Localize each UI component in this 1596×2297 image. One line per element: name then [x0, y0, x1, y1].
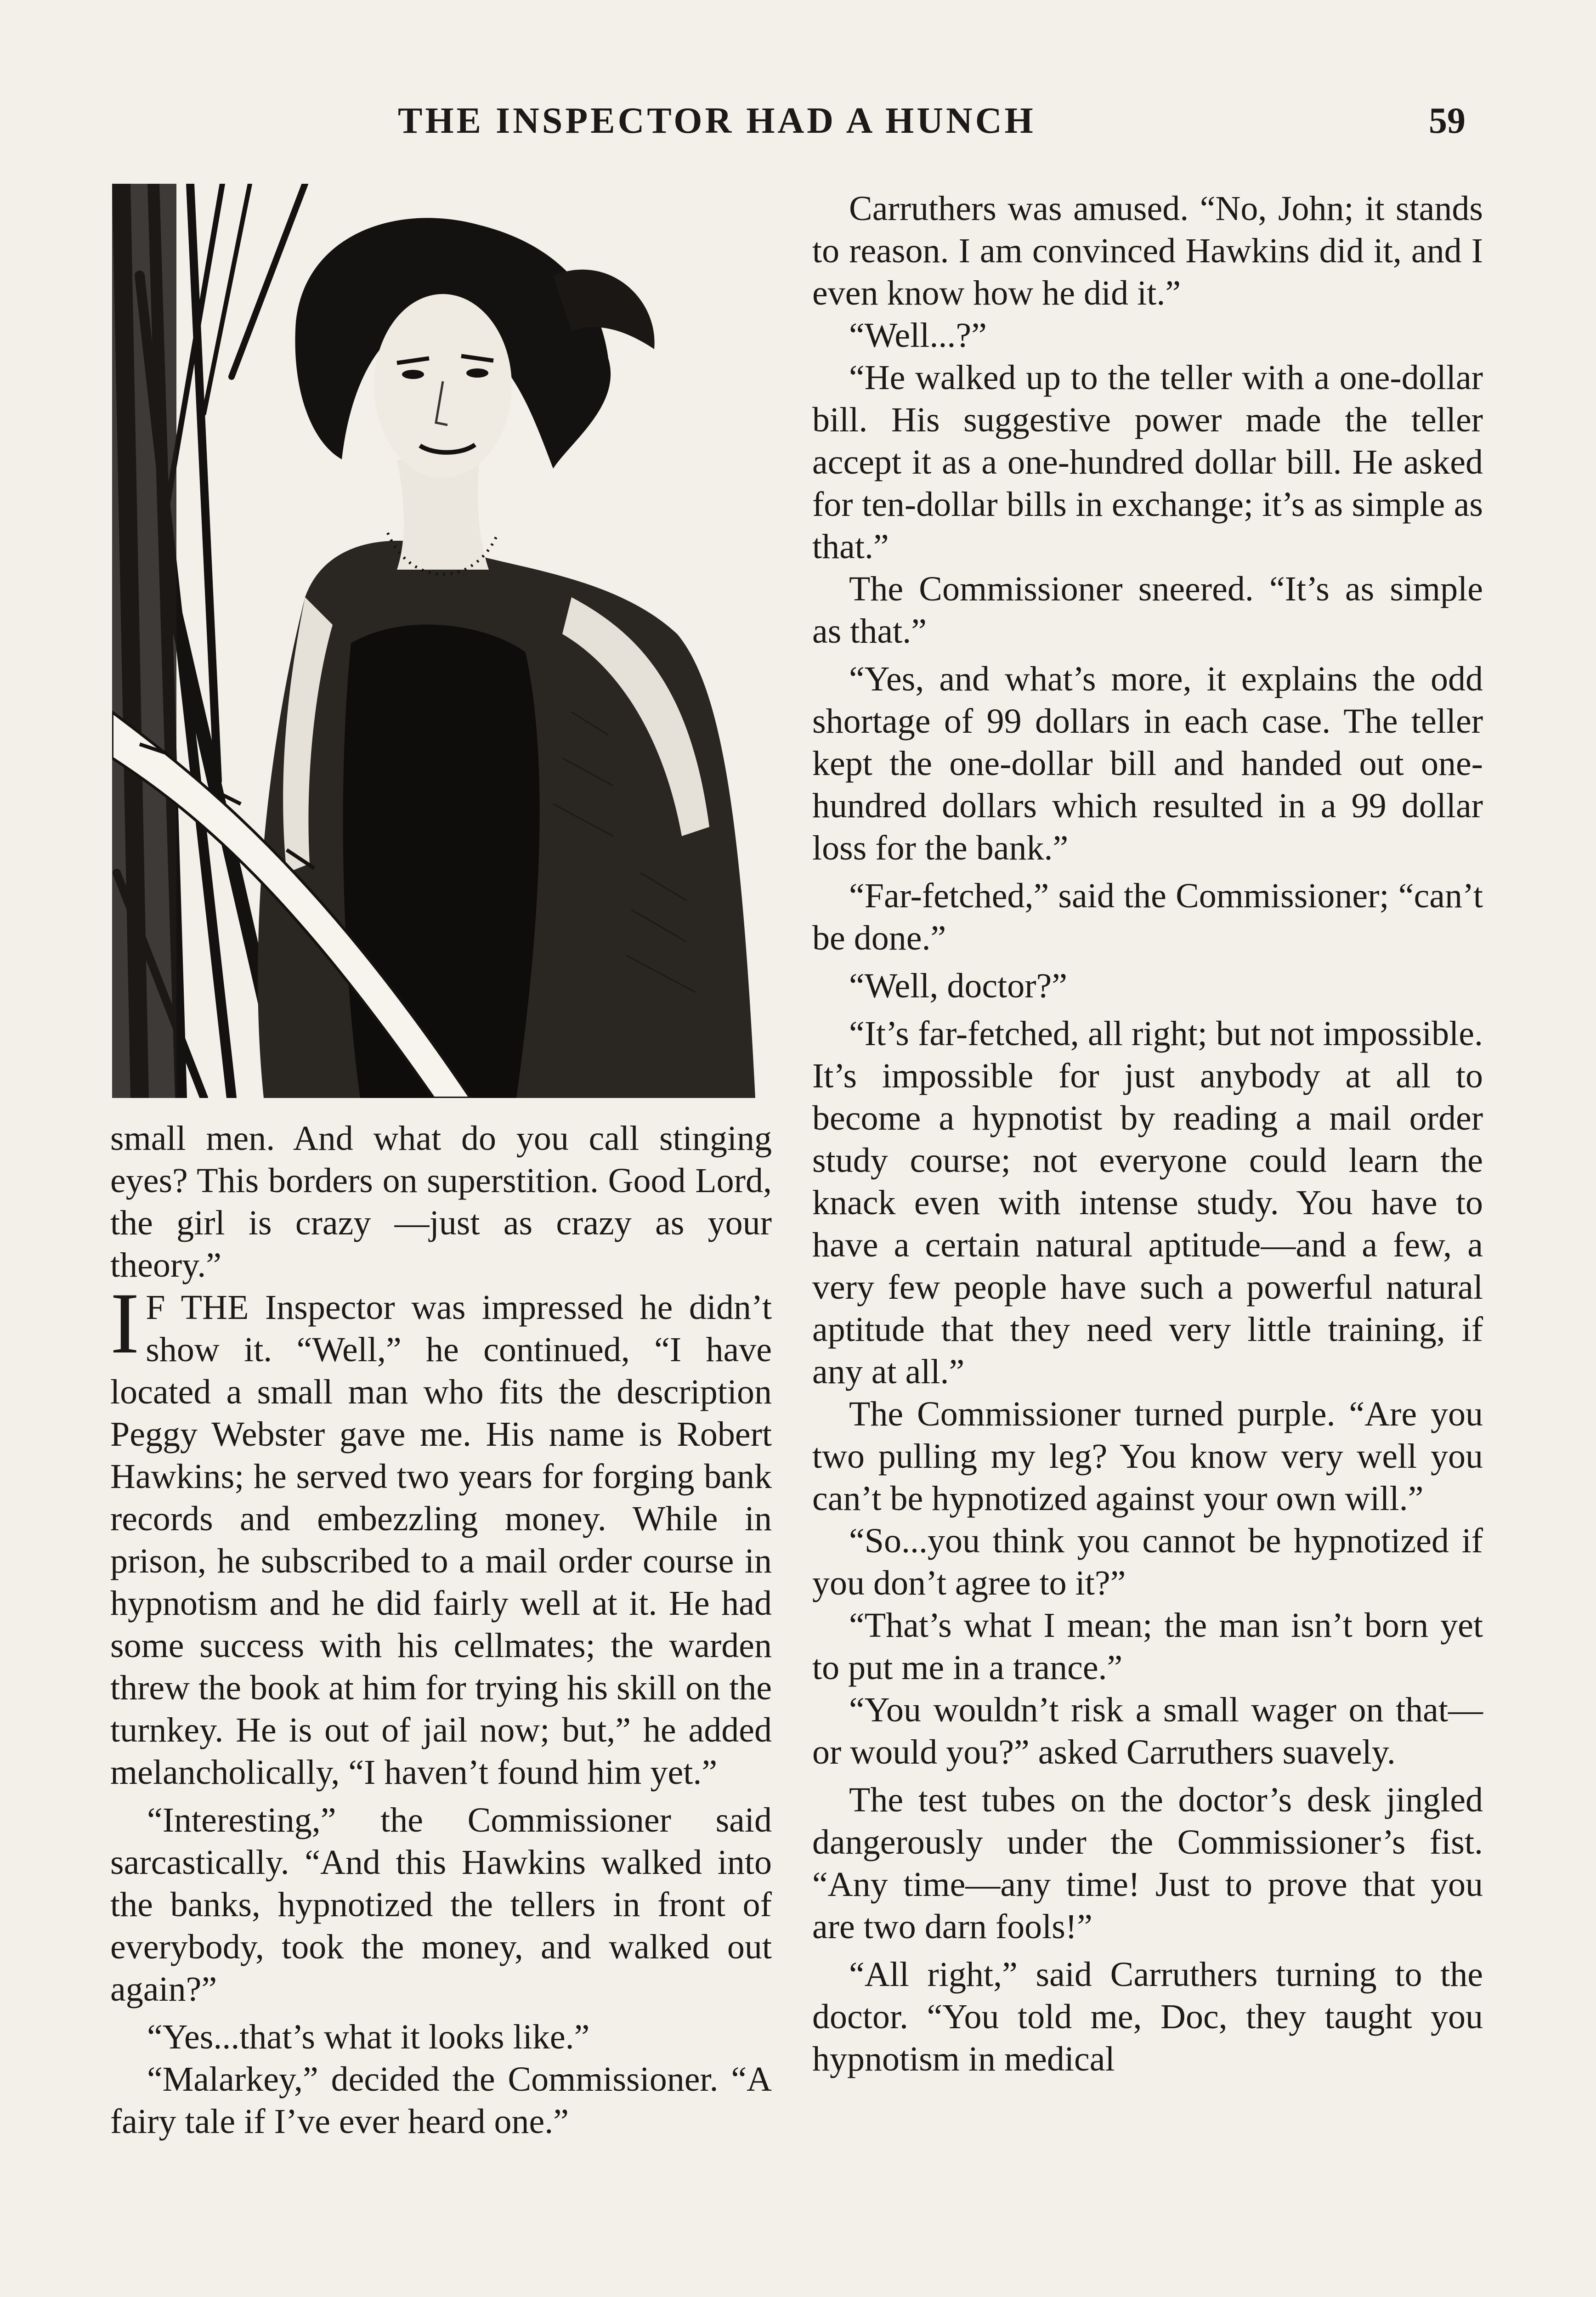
paragraph: The Commissioner sneered. “It’s as simple as that.” — [812, 570, 1483, 651]
paragraph: “Yes...that’s what it looks like.” — [147, 2018, 590, 2056]
right-column-text — [812, 187, 1483, 2080]
paragraph: “It’s far-fetched, all right; but not impossible. It’s impossible for just anybody at all to become a hypnotist by reading a mail order study course; not everyone could learn the knack even with intense study. You have to have a certain natural aptitude—and a few, a very few people have such a powerful natural aptitude that they need very little training, if any at all.” — [812, 1014, 1483, 1391]
paragraph: “All right,” said Carruthers turning to the doctor. “You told me, Doc, they taught you hypnotism in medical — [812, 1955, 1483, 2078]
left-column — [110, 184, 772, 2143]
paragraph: “You wouldn’t risk a small wager on that—or would you?” asked Carruthers suavely. — [812, 1691, 1483, 1771]
paragraph: “That’s what I mean; the man isn’t born yet to put me in a trance.” — [812, 1606, 1483, 1687]
paragraph: “Interesting,” the Commissioner said sarcastically. “And this Hawkins walked into the banks, hypnotized the tellers in front of everybody, took the money, and walked out again?” — [110, 1801, 772, 2008]
section-start-paragraph — [110, 1275, 772, 1793]
paragraph: “He walked up to the teller with a one-dollar bill. His suggestive power made the teller accept it as a one-hundred dollar bill. He asked for ten-dollar bills in exchange; it’s as simple as that.” — [812, 358, 1483, 566]
page-number: 59 — [1429, 101, 1466, 141]
section-start-text: F THE Inspector was impressed he didn’t show it. “Well,” he continued, “I have located a small man who fits the description Peggy Webster gave me. His name is Robert Hawkins; he served two years for forging bank records and embezzling money. While in prison, he subscribed to a mail order course in hypnotism and he did fairly well at it. He had some success with his cellmates; the warden threw the book at him for trying his skill on the turnkey. He is out of jail now; but,” he added melancholically, “I haven’t found him yet.” — [110, 1288, 772, 1792]
paragraph: “Far-fetched,” said the Commissioner; “can’t be done.” — [812, 877, 1483, 957]
paragraph: “Well...?” — [849, 316, 987, 355]
paragraph: The Commissioner turned purple. “Are you two pulling my leg? You know very well you can’t be hypnotized against your own will.” — [812, 1395, 1483, 1518]
drop-cap: I — [110, 1275, 140, 1372]
paragraph: “So...you think you cannot be hypnotized if you don’t agree to it?” — [812, 1522, 1483, 1602]
paragraph: The test tubes on the doctor’s desk jingled dangerously under the Commissioner’s fist. “Any time—any time! Just to prove that you are two darn fools!” — [812, 1781, 1483, 1946]
paragraph: “Malarkey,” decided the Commissioner. “A fairy tale if I’ve ever heard one.” — [110, 2060, 772, 2141]
running-title: THE INSPECTOR HAD A HUNCH — [398, 101, 1036, 141]
paragraph: Carruthers was amused. “No, John; it stands to reason. I am convinced Hawkins did it, and I even know how he did it.” — [812, 189, 1483, 312]
paragraph: “Yes, and what’s more, it explains the odd shortage of 99 dollars in each case. The teller kept the one-dollar bill and handed out one-hundred dollars which resulted in a 99 dollar loss for the bank.” — [812, 660, 1483, 867]
paragraph: “Well, doctor?” — [849, 967, 1067, 1005]
woman-in-forest-illustration — [112, 184, 760, 1098]
left-column-text — [110, 1117, 772, 2143]
paragraph: small men. And what do you call stinging eyes? This borders on superstition. Good Lord, the girl is crazy —just as crazy as your theory.” — [110, 1119, 772, 1284]
